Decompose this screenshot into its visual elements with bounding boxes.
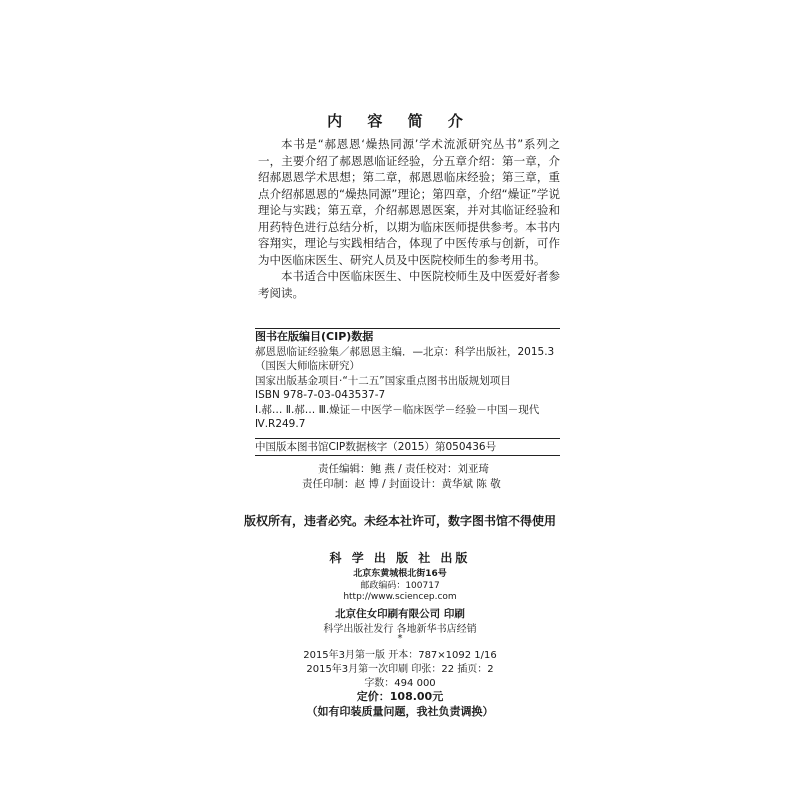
cip-line-5: Ⅰ.郝… Ⅱ.郝… Ⅲ.燥证－中医学－临床医学－经验－中国－现代 — [255, 403, 540, 416]
content-summary — [258, 136, 560, 301]
publisher-postcode: 邮政编码：100717 — [360, 581, 440, 591]
distributor-info: 科学出版社发行 各地新华书店经销 — [323, 624, 477, 635]
cip-line-1: 郝恩恩临证经验集／郝恩恩主编．—北京：科学出版社，2015.3 — [255, 345, 555, 358]
publisher-address: 北京东黄城根北街16号 — [353, 569, 447, 579]
cip-header: 图书在版编目(CIP)数据 — [255, 330, 374, 343]
printing-info: 2015年3月第一次印刷 印张：22 插页：2 — [306, 664, 494, 675]
cip-isbn: ISBN 978-7-03-043537-7 — [255, 389, 386, 401]
price: 定价：108.00元 — [356, 690, 444, 703]
summary-paragraph-1: 本书是“郝恩恩‘燥热同源’学术流派研究丛书”系列之一，主要介绍了郝恩恩临证经验，分五章介绍：第一章，介绍郝恩恩学术思想；第二章，郝恩恩临床经验；第三章，重点介绍郝恩恩的“燥热同源”理论；第四章，介绍“燥证”学说理论与实践；第五章，介绍郝恩恩医案，并对其临证经验和用药特色进行总结分析，以期为临床医师提供参考。本书内容翔实，理论与实践相结合，体现了中医传承与创新，可作为中医临床医生、研究人员及中医院校师生的参考用书。 — [258, 137, 560, 267]
word-count: 字数：494 000 — [364, 678, 436, 689]
publisher-url: http://www.sciencep.com — [343, 592, 457, 602]
summary-paragraph-2: 本书适合中医临床医生、中医院校师生及中医爱好者参考阅读。 — [258, 269, 560, 300]
cip-line-6: Ⅳ.R249.7 — [255, 418, 306, 430]
edition-info: 2015年3月第一版 开本：787×1092 1/16 — [303, 650, 497, 661]
cip-line-3: 国家出版基金项目·“十二五”国家重点图书出版规划项目 — [255, 374, 511, 387]
separator-star: * — [397, 633, 403, 644]
cip-catalog-number: 中国版本图书馆CIP数据核字（2015）第050436号 — [255, 438, 560, 457]
quality-note: （如有印装质量问题，我社负责调换） — [306, 705, 494, 718]
cip-line-2: （国医大师临床研究） — [255, 360, 360, 372]
production-credits: 责任印制：赵 博 / 封面设计：黄华斌 陈 敬 — [302, 478, 501, 490]
editor-credits: 责任编辑：鲍 燕 / 责任校对：刘亚琦 — [318, 463, 490, 475]
cip-data-block — [255, 328, 560, 456]
section-title: 内 容 简 介 — [327, 112, 473, 130]
rights-notice: 版权所有，违者必究。未经本社许可，数字图书馆不得使用 — [243, 514, 556, 528]
publisher-name: 科 学 出 版 社 出版 — [329, 551, 471, 565]
printer-info: 北京住女印刷有限公司 印刷 — [335, 608, 465, 620]
